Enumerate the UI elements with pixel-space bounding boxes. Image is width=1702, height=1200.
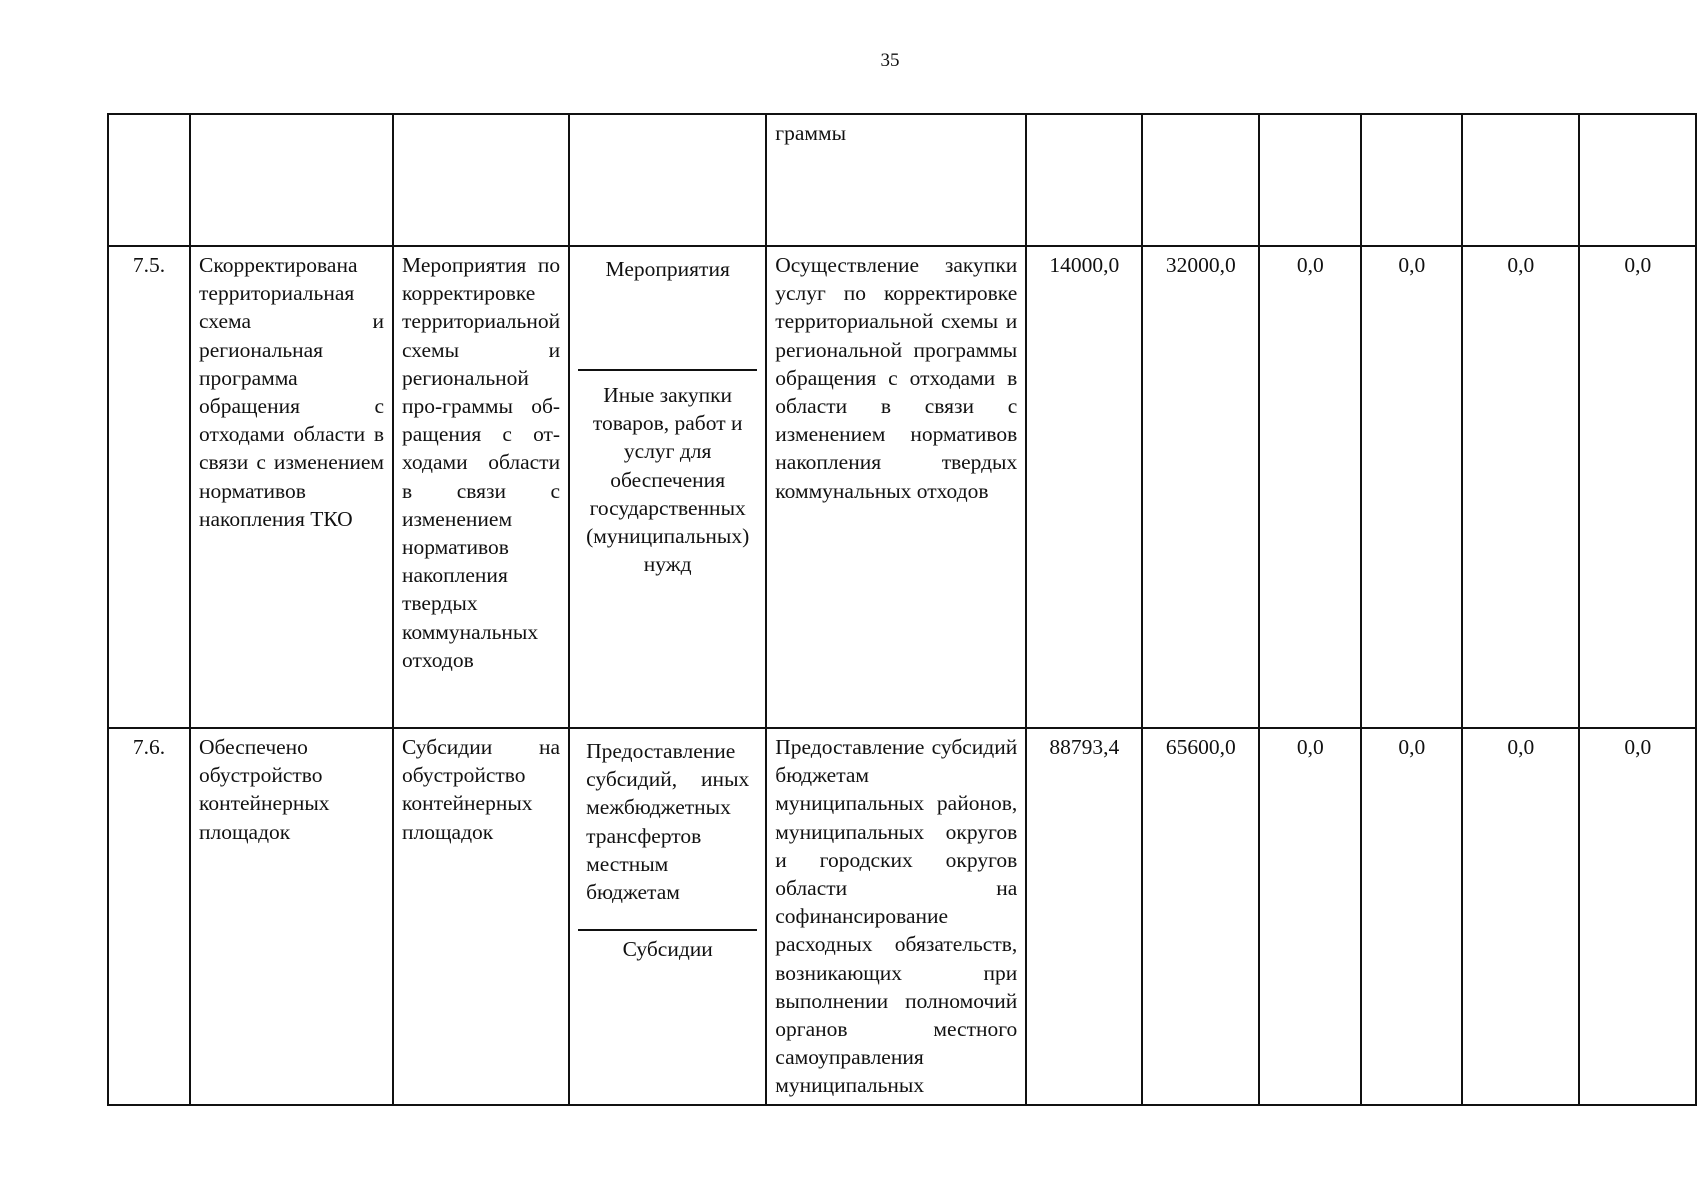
value-cell: 65600,0 [1142, 728, 1259, 1105]
value-cell: 88793,4 [1026, 728, 1142, 1105]
cell-empty [1142, 114, 1259, 246]
cell-empty [1462, 114, 1579, 246]
expense-type-cell [569, 728, 766, 1105]
expense-type-cell [569, 246, 766, 728]
value-cell: 0,0 [1259, 246, 1361, 728]
value-cell: 0,0 [1361, 246, 1462, 728]
row-number: 7.5. [108, 246, 190, 728]
value-cell: 0,0 [1579, 728, 1696, 1105]
cell-empty [1026, 114, 1142, 246]
result-cell: Скорректирована территориальная схема и региональная программа обращения с отходами области в связи с изменением нормативов накопления ТКО [190, 246, 393, 728]
cell-empty [108, 114, 190, 246]
continuation-row [108, 114, 1696, 246]
measure-cell: Субсидии на обустройство контейнерных площадок [393, 728, 569, 1105]
value-cell: 0,0 [1361, 728, 1462, 1105]
cell-empty [1259, 114, 1361, 246]
expense-type-bottom: Субсидии [622, 937, 713, 961]
value-cell: 0,0 [1259, 728, 1361, 1105]
table-row [108, 246, 1696, 728]
description-cell: Предоставление субсидий бюджетам муниципальных районов, муниципальных округов и городских округов области на софинансирование расходных обязательств, возникающих при выполнении полномочий органов местного самоуправления муниципальных [766, 728, 1026, 1105]
cell-empty [1361, 114, 1462, 246]
expense-type-bottom: Иные закупки товаров, работ и услуг для обеспечения государственных (муниципальных) нужд [586, 383, 750, 577]
cell-empty [190, 114, 393, 246]
cell-program-continuation: граммы [766, 114, 1026, 246]
table-row [108, 728, 1696, 1105]
cell-empty [1579, 114, 1696, 246]
value-cell: 0,0 [1462, 728, 1579, 1105]
program-table [107, 113, 1697, 1106]
result-cell: Обеспечено обустройство контейнерных площадок [190, 728, 393, 1105]
value-cell: 14000,0 [1026, 246, 1142, 728]
row-number: 7.6. [108, 728, 190, 1105]
page-number: 35 [880, 50, 900, 71]
value-cell: 32000,0 [1142, 246, 1259, 728]
expense-type-top: Предоставление субсидий, иных межбюджетных трансфертов местным бюджетам [578, 733, 757, 931]
expense-type-top: Мероприятия [578, 251, 757, 371]
measure-cell: Мероприятия по корректировке территориальной схемы и региональной про-граммы об-ращения с от-ходами области в связи с изменением нормативов накопления твердых коммунальных отходов [393, 246, 569, 728]
value-cell: 0,0 [1462, 246, 1579, 728]
cell-empty [569, 114, 766, 246]
value-cell: 0,0 [1579, 246, 1696, 728]
description-cell: Осуществление закупки услуг по корректировке территориальной схемы и региональной программы обращения с отходами в области в связи с изменением нормативов накопления твердых коммунальных отходов [766, 246, 1026, 728]
cell-empty [393, 114, 569, 246]
